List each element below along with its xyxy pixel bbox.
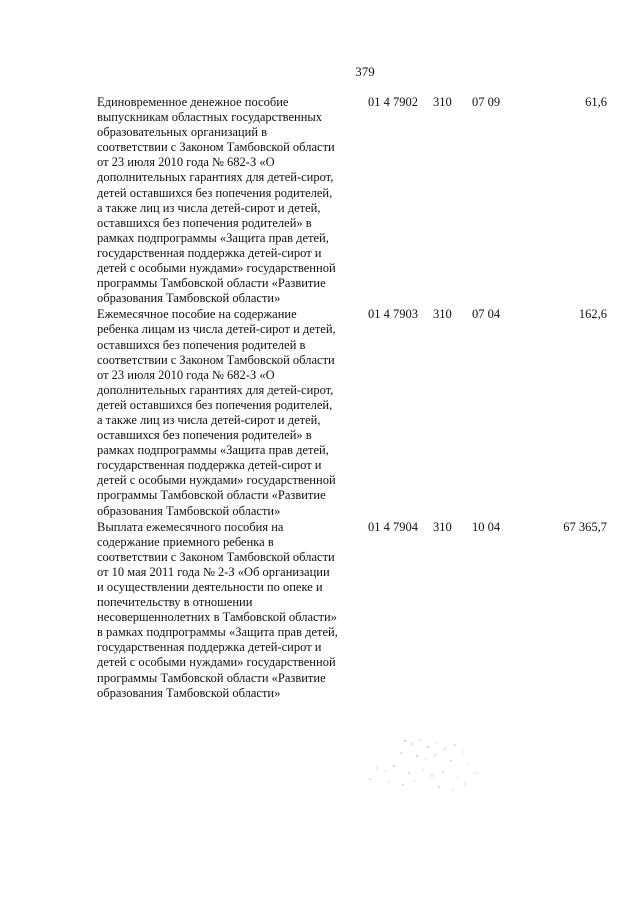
entry-description: Ежемесячное пособие на содержание ребенка лицам из числа детей-сирот и детей, оставшихся без попечения родителей в соответствии с Законом Тамбовской области от 23 июля 2010 года № 682-З «О дополнительных гарантиях для детей-сирот, детей оставшихся без попечения родителей, а также лиц из числа детей-сирот и детей, оставшихся без попечения родителей» в рамках подпрограммы «Защита прав детей, государственная поддержка детей-сирот и детей с особыми нуждами» государственной программы Тамбовской области «Развитие образования Тамбовской области» bbox=[97, 307, 336, 518]
budget-entry bbox=[97, 307, 607, 518]
entry-expense-type: 310 bbox=[433, 519, 452, 534]
page-number: 379 bbox=[355, 64, 375, 79]
entry-description: Выплата ежемесячного пособия на содержание приемного ребенка в соответствии с Законом Тамбовской области от 10 мая 2011 года № 2-З «Об организации и осуществлении деятельности по опеке и попечительству в отношении несовершеннолетних в Тамбовской области» в рамках подпрограммы «Защита прав детей, государственная поддержка детей-сирот и детей с особыми нуждами» государственной программы Тамбовской области «Развитие образования Тамбовской области» bbox=[97, 519, 338, 700]
entry-amount: 61,6 bbox=[585, 95, 607, 109]
entry-expense-type: 310 bbox=[433, 95, 452, 109]
entry-target-code: 01 4 7903 bbox=[368, 307, 418, 322]
scan-noise-speckles bbox=[365, 735, 485, 795]
entry-description: Единовременное денежное пособие выпускникам областных государственных образовательных организаций в соответствии с Законом Тамбовской области от 23 июля 2010 года № 682-З «О дополнительных гарантиях для детей-сирот, детей оставшихся без попечения родителей, а также лиц из числа детей-сирот и детей, оставшихся без попечения родителей» в рамках подпрограммы «Защита прав детей, государственная поддержка детей-сирот и детей с особыми нуждами» государственной программы Тамбовской области «Развитие образования Тамбовской области» bbox=[97, 95, 336, 306]
entry-section-code: 07 09 bbox=[472, 95, 501, 109]
entry-section-code: 10 04 bbox=[472, 519, 501, 534]
budget-entries bbox=[97, 95, 607, 702]
entry-expense-type: 310 bbox=[433, 307, 452, 322]
entry-amount: 67 365,7 bbox=[563, 519, 607, 534]
entry-target-code: 01 4 7904 bbox=[368, 519, 418, 534]
entry-section-code: 07 04 bbox=[472, 307, 501, 322]
budget-entry bbox=[97, 95, 607, 306]
entry-amount: 162,6 bbox=[578, 307, 607, 322]
budget-entry bbox=[97, 520, 607, 701]
entry-target-code: 01 4 7902 bbox=[368, 95, 418, 109]
